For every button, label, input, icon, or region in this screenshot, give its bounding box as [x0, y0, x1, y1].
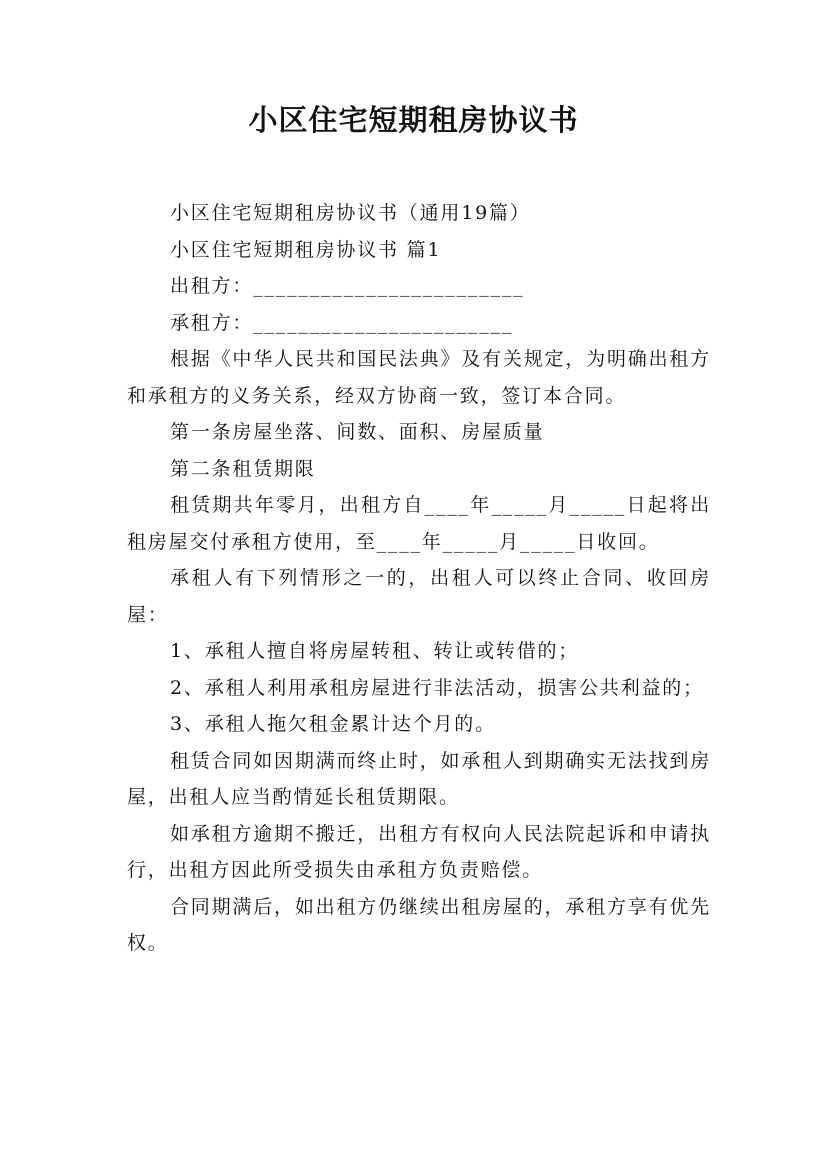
- lessor-line: 出租方：________________________: [170, 275, 525, 297]
- list-item-2: 2、承租人利用承租房屋进行非法活动，损害公共利益的；: [170, 676, 704, 699]
- list-item-1: 1、承租人擅自将房屋转租、转让或转借的；: [170, 640, 580, 662]
- paragraph-section-heading: 小区住宅短期租房协议书 篇1: [170, 238, 442, 261]
- paragraph-overdue-eviction: 如承租方逾期不搬迁，出租方有权向人民法院起诉和申请执行，出租方因此所受损失由承租方负责赔偿。: [127, 822, 711, 881]
- document-body: [127, 195, 711, 962]
- lessee-line: 承租方：_______________________: [170, 311, 514, 334]
- article-1-heading: 第一条房屋坐落、间数、面积、房屋质量: [170, 421, 545, 443]
- document-title: 小区住宅短期租房协议书: [248, 103, 579, 137]
- paragraph-basis: 根据《中华人民共和国民法典》及有关规定，为明确出租方和承租方的义务关系，经双方协商一致，签订本合同。: [127, 348, 711, 407]
- list-item-3: 3、承租人拖欠租金累计达个月的。: [170, 713, 496, 735]
- paragraph-priority-right: 合同期满后，如出租方仍继续出租房屋的，承租方享有优先权。: [127, 895, 711, 954]
- paragraph-expiry-extension: 租赁合同如因期满而终止时，如承租人到期确实无法找到房屋，出租人应当酌情延长租赁期限。: [127, 749, 711, 808]
- paragraph-subtitle: 小区住宅短期租房协议书（通用19篇）: [170, 202, 531, 224]
- paragraph-termination-conditions: 承租人有下列情形之一的，出租人可以终止合同、收回房屋：: [127, 567, 711, 626]
- article-2-heading: 第二条租赁期限: [170, 457, 316, 480]
- paragraph-lease-term: 租赁期共年零月，出租方自____年_____月_____日起将出租房屋交付承租方使用，至____年_____月_____日收回。: [127, 494, 711, 553]
